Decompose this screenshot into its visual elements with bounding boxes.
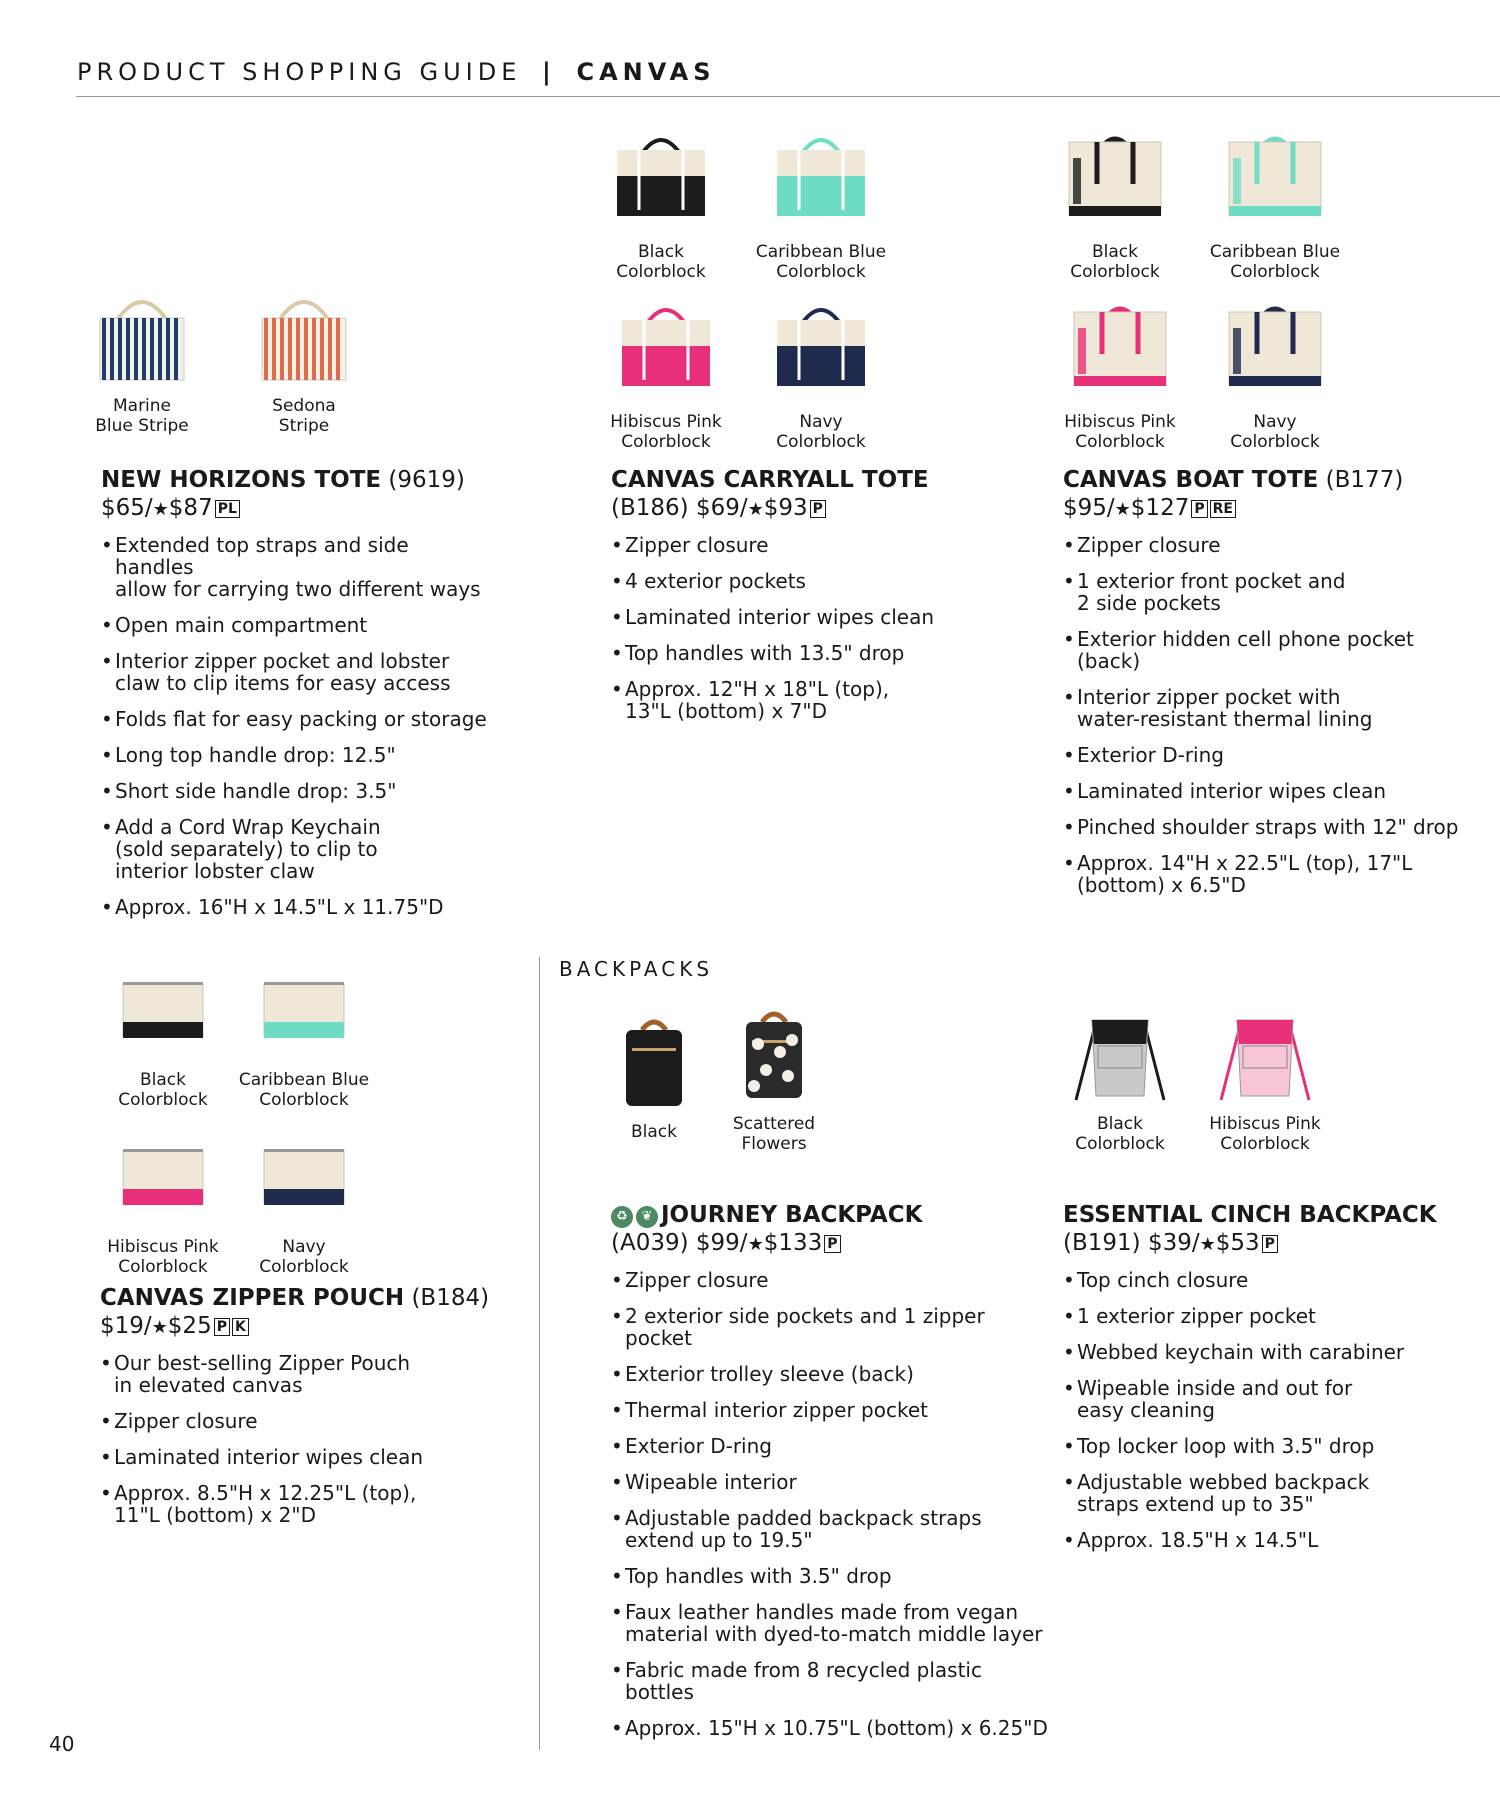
feature-item: • Fabric made from 8 recycled plastic bottles [611,1659,1051,1703]
program-badge: K [232,1318,249,1336]
feature-list [611,1269,1051,1739]
product-title-line [1063,466,1463,494]
swatch-new-horizons-1[interactable] [62,282,222,436]
swatch-color-name: Black Colorblock [1070,242,1160,282]
swatch-pouch-1[interactable] [83,956,243,1110]
product-canvas-boat-tote [1063,466,1463,910]
product-price-line [101,494,491,524]
product-price-line [1063,494,1463,524]
price-ca: $127 [1130,495,1190,521]
program-badge: RE [1210,500,1236,518]
swatch-color-name: Navy Colorblock [1230,412,1320,452]
swatch-color-name: Black [631,1122,677,1142]
swatch-carryall-2[interactable] [741,128,901,282]
feature-item: • Exterior trolley sleeve (back) [611,1363,1051,1385]
swatch-boat-1[interactable] [1035,128,1195,282]
swatch-color-name: Black Colorblock [616,242,706,282]
swatch-carryall-3[interactable] [586,298,746,452]
maple-leaf-icon: ★ [1199,1234,1216,1255]
section-title: CANVAS [576,58,716,86]
program-badge: P [1191,500,1207,518]
column-divider [539,957,540,1750]
feature-item: • Folds flat for easy packing or storage [101,708,491,730]
feature-item: • Wipeable interior [611,1471,1051,1493]
feature-item: • Zipper closure [1063,534,1463,556]
feature-item: • Wipeable inside and out for easy cleaning [1063,1377,1463,1421]
feature-item: • Approx. 18.5"H x 14.5"L [1063,1529,1463,1551]
bag-image [86,282,198,388]
swatch-cinch-2[interactable] [1185,1000,1345,1154]
price-ca: $93 [763,495,808,521]
program-badge: P [810,500,826,518]
product-journey-backpack [611,1201,1051,1753]
feature-item: • Exterior hidden cell phone pocket (back) [1063,628,1463,672]
product-title: JOURNEY BACKPACK [661,1202,923,1228]
feature-item: • 1 exterior front pocket and 2 side pockets [1063,570,1463,614]
bag-image [1209,1000,1321,1106]
program-badge: P [824,1235,840,1253]
bag-image [765,298,877,404]
feature-item: • Webbed keychain with carabiner [1063,1341,1463,1363]
price-us: $19/ [100,1313,152,1339]
maple-leaf-icon: ★ [152,499,169,520]
feature-item: • Zipper closure [611,534,1001,556]
maple-leaf-icon: ★ [1114,499,1131,520]
feature-list [1063,534,1463,896]
feature-item: • Adjustable padded backpack straps extend up to 19.5" [611,1507,1051,1551]
swatch-color-name: Hibiscus Pink Colorblock [107,1237,219,1277]
feature-item: • Approx. 8.5"H x 12.25"L (top), 11"L (bottom) x 2"D [100,1482,490,1526]
feature-item: • Approx. 12"H x 18"L (top), 13"L (bottom) x 7"D [611,678,1001,722]
product-canvas-carryall-tote [611,466,1001,736]
product-title: NEW HORIZONS TOTE [101,467,382,493]
feature-item: • 4 exterior pockets [611,570,1001,592]
backpacks-section-label: BACKPACKS [559,957,714,981]
bag-image [107,956,219,1062]
feature-item: • Extended top straps and side handles allow for carrying two different ways [101,534,491,600]
feature-item: • Long top handle drop: 12.5" [101,744,491,766]
feature-list [101,534,491,918]
product-code: (A039) [611,1230,689,1256]
swatch-boat-2[interactable] [1195,128,1355,282]
product-title-line [100,1284,490,1312]
bag-image [1219,298,1331,404]
program-badge: P [214,1318,230,1336]
swatch-color-name: Scattered Flowers [732,1114,816,1154]
feature-list [100,1352,490,1526]
feature-item: • Top locker loop with 3.5" drop [1063,1435,1463,1457]
bag-image [610,298,722,404]
program-badge: P [1262,1235,1278,1253]
price-ca: $133 [763,1230,823,1256]
product-title-line [101,466,491,494]
swatch-pouch-2[interactable] [224,956,384,1110]
feature-item: • Top handles with 3.5" drop [611,1565,1051,1587]
feature-item: • Top handles with 13.5" drop [611,642,1001,664]
feature-item: • Exterior D-ring [611,1435,1051,1457]
feature-item: • Exterior D-ring [1063,744,1463,766]
recycled-icon: ♻ [611,1206,633,1228]
feature-item: • Interior zipper pocket and lobster claw to clip items for easy access [101,650,491,694]
feature-item: • Approx. 14"H x 22.5"L (top), 17"L (bottom) x 6.5"D [1063,852,1463,896]
price-us: $39/ [1147,1230,1200,1256]
product-price-line [611,1229,1051,1259]
swatch-color-name: Black Colorblock [1075,1114,1165,1154]
bag-image [1219,128,1331,234]
feature-item: • Add a Cord Wrap Keychain (sold separately) to clip to interior lobster claw [101,816,491,882]
product-title-line [1063,1201,1463,1229]
product-title: CANVAS BOAT TOTE [1063,467,1319,493]
swatch-color-name: Sedona Stripe [272,396,336,436]
product-essential-cinch-backpack [1063,1201,1463,1565]
feature-item: • Laminated interior wipes clean [100,1446,490,1468]
product-title: CANVAS ZIPPER POUCH [100,1285,405,1311]
bag-image [107,1123,219,1229]
feature-item: • Approx. 16"H x 14.5"L x 11.75"D [101,896,491,918]
guide-title: PRODUCT SHOPPING GUIDE [77,58,522,86]
swatch-pouch-4[interactable] [224,1123,384,1277]
page-header [77,58,716,86]
swatch-boat-3[interactable] [1040,298,1200,452]
product-code: (B177) [1325,467,1404,493]
product-price-line [1063,1229,1463,1259]
feature-item: • Laminated interior wipes clean [1063,780,1463,802]
swatch-color-name: Caribbean Blue Colorblock [755,242,887,282]
feature-item: • Top cinch closure [1063,1269,1463,1291]
feature-item: • Zipper closure [611,1269,1051,1291]
swatch-color-name: Navy Colorblock [259,1237,349,1277]
feature-item: • Short side handle drop: 3.5" [101,780,491,802]
feature-item: • Thermal interior zipper pocket [611,1399,1051,1421]
product-title-line [611,466,1001,494]
product-new-horizons-tote [101,466,491,932]
price-ca: $87 [168,495,213,521]
swatch-cinch-1[interactable] [1040,1000,1200,1154]
product-price-line [611,494,1001,524]
feature-item: • Approx. 15"H x 10.75"L (bottom) x 6.25"D [611,1717,1051,1739]
product-code: (B184) [411,1285,490,1311]
feature-item: • 1 exterior zipper pocket [1063,1305,1463,1327]
price-ca: $25 [167,1313,212,1339]
feature-item: • Our best-selling Zipper Pouch in elevated canvas [100,1352,490,1396]
bag-image [1064,298,1176,404]
swatch-carryall-1[interactable] [581,128,741,282]
program-badge: PL [215,500,240,518]
feature-item: • Zipper closure [100,1410,490,1432]
swatch-color-name: Hibiscus Pink Colorblock [1064,412,1176,452]
maple-leaf-icon: ★ [151,1317,168,1338]
swatch-color-name: Black Colorblock [118,1070,208,1110]
feature-item: • Pinched shoulder straps with 12" drop [1063,816,1463,838]
feature-list [1063,1269,1463,1551]
feature-item: • Adjustable webbed backpack straps extend up to 35" [1063,1471,1463,1515]
price-us: $65/ [101,495,153,521]
swatch-color-name: Caribbean Blue Colorblock [238,1070,370,1110]
maple-leaf-icon: ★ [747,1234,764,1255]
bag-image [248,282,360,388]
bag-image [605,128,717,234]
price-us: $99/ [695,1230,748,1256]
swatch-color-name: Caribbean Blue Colorblock [1209,242,1341,282]
bag-image [718,1000,830,1106]
bag-image [1064,1000,1176,1106]
swatch-new-horizons-2[interactable] [224,282,384,436]
product-code: (B191) [1063,1230,1141,1256]
swatch-journey-2[interactable] [694,1000,854,1154]
price-ca: $53 [1215,1230,1260,1256]
product-title-line [611,1201,1051,1229]
bag-image [765,128,877,234]
bag-image [1059,128,1171,234]
swatch-boat-4[interactable] [1195,298,1355,452]
price-us: $95/ [1063,495,1115,521]
feature-item: • Interior zipper pocket with water-resistant thermal lining [1063,686,1463,730]
product-code: (9619) [388,467,465,493]
swatch-pouch-3[interactable] [83,1123,243,1277]
product-title: CANVAS CARRYALL TOTE [611,467,929,493]
swatch-color-name: Hibiscus Pink Colorblock [610,412,722,452]
swatch-color-name: Navy Colorblock [776,412,866,452]
header-separator: | [542,58,556,86]
feature-item: • Faux leather handles made from vegan material with dyed-to-match middle layer [611,1601,1051,1645]
swatch-carryall-4[interactable] [741,298,901,452]
eco-leaf-icon: ❦ [636,1206,658,1228]
feature-item: • Laminated interior wipes clean [611,606,1001,628]
feature-item: • 2 exterior side pockets and 1 zipper pocket [611,1305,1051,1349]
product-title: ESSENTIAL CINCH BACKPACK [1063,1202,1437,1228]
feature-item: • Open main compartment [101,614,491,636]
feature-list [611,534,1001,722]
header-rule [76,96,1500,97]
product-code: (B186) [611,495,689,521]
page-number: 40 [49,1732,75,1756]
product-price-line [100,1312,490,1342]
swatch-color-name: Hibiscus Pink Colorblock [1209,1114,1321,1154]
price-us: $69/ [695,495,748,521]
swatch-color-name: Marine Blue Stripe [95,396,189,436]
product-canvas-zipper-pouch [100,1284,490,1540]
bag-image [248,956,360,1062]
bag-image [248,1123,360,1229]
maple-leaf-icon: ★ [747,499,764,520]
